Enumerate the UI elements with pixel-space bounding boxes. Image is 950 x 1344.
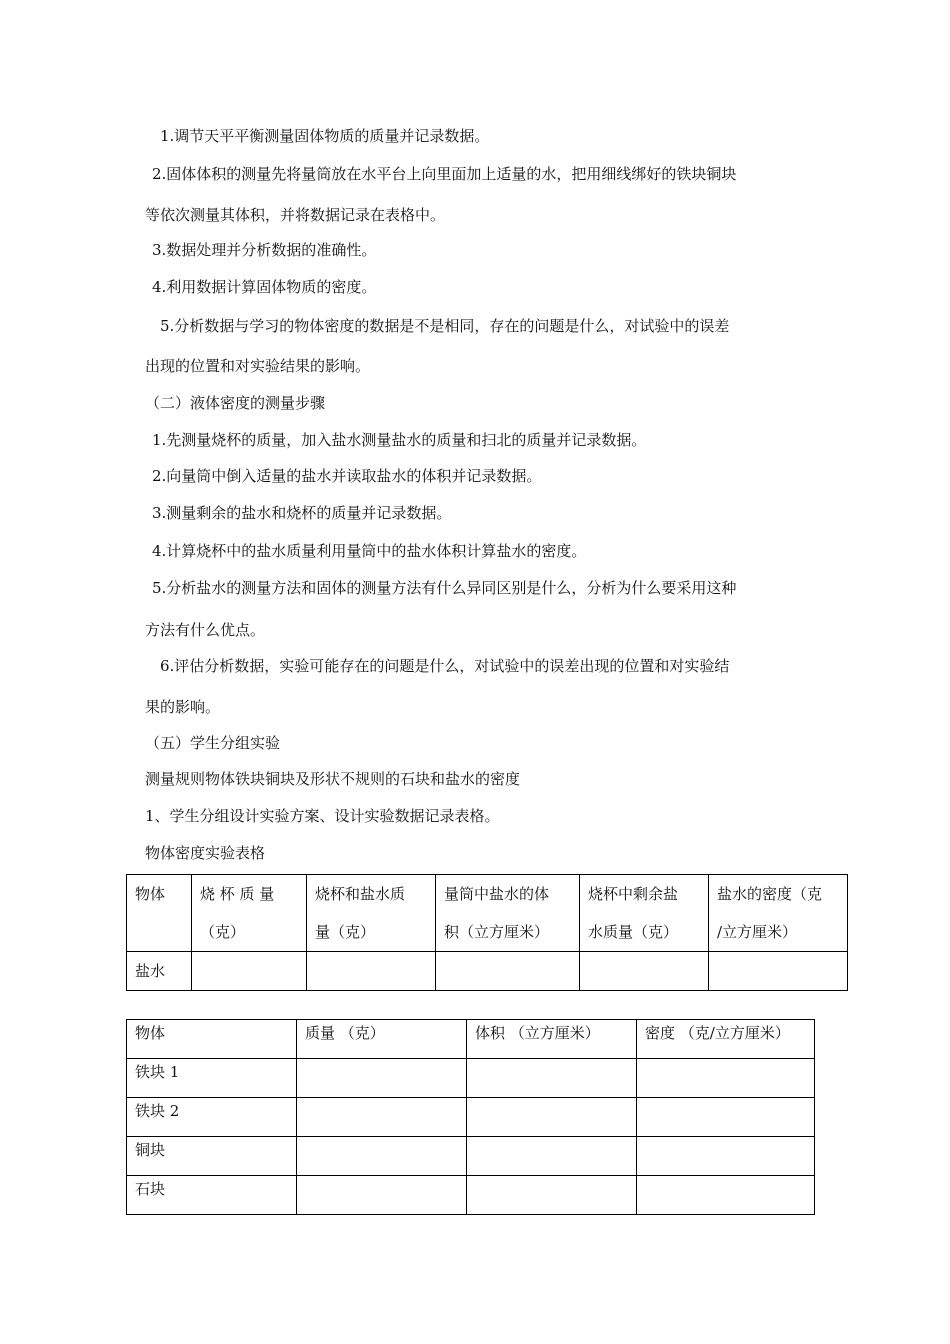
section-group-heading: （五）学生分组实验 [145, 734, 281, 752]
table-row [127, 1098, 815, 1137]
row-label: 铜块 [127, 1137, 297, 1176]
step-solid-4: 4.利用数据计算固体物质的密度。 [152, 278, 377, 296]
group-task-text: 测量规则物体铁块铜块及形状不规则的石块和盐水的密度 [145, 770, 521, 788]
table-cell [580, 952, 709, 991]
header-cell: 烧杯和盐水质 量（克） [307, 875, 436, 952]
row-label: 铁块 1 [127, 1059, 297, 1098]
step-liquid-3: 3.测量剩余的盐水和烧杯的质量并记录数据。 [152, 504, 452, 522]
step-liquid-5: 5.分析盐水的测量方法和固体的测量方法有什么异同区别是什么，分析为什么要采用这种 [152, 579, 737, 597]
step-liquid-6: 6.评估分析数据，实验可能存在的问题是什么，对试验中的误差出现的位置和对实验结 [160, 657, 730, 675]
step-solid-1: 1.调节天平平衡测量固体物质的质量并记录数据。 [160, 127, 490, 145]
table-cell [637, 1137, 815, 1176]
table-caption: 物体密度实验表格 [145, 844, 266, 862]
step-solid-3: 3.数据处理并分析数据的准确性。 [152, 241, 377, 259]
table-cell [467, 1176, 637, 1215]
step-liquid-6-cont: 果的影响。 [145, 698, 221, 716]
header-cell: 盐水的密度（克 /立方厘米） [709, 875, 848, 952]
header-cell: 物体 [127, 875, 192, 952]
header-cell: 量筒中盐水的体 积（立方厘米） [436, 875, 580, 952]
table-row [127, 1059, 815, 1098]
table-header-row [127, 1020, 815, 1059]
step-solid-5: 5.分析数据与学习的物体密度的数据是不是相同，存在的问题是什么，对试验中的误差 [160, 317, 730, 335]
table-cell [467, 1059, 637, 1098]
section-liquid-heading: （二）液体密度的测量步骤 [145, 394, 326, 412]
row-label: 石块 [127, 1176, 297, 1215]
table-cell [637, 1059, 815, 1098]
header-cell: 质量 （克） [297, 1020, 467, 1059]
table-cell [297, 1137, 467, 1176]
header-cell: 物体 [127, 1020, 297, 1059]
header-cell: 烧 杯 质 量 （克） [192, 875, 307, 952]
table-cell [467, 1098, 637, 1137]
table-header-row [127, 875, 848, 952]
group-step-1: 1、学生分组设计实验方案、设计实验数据记录表格。 [145, 807, 500, 825]
step-solid-5-cont: 出现的位置和对实验结果的影响。 [145, 357, 371, 375]
table-cell [297, 1176, 467, 1215]
step-liquid-1: 1.先测量烧杯的质量，加入盐水测量盐水的质量和扫北的质量并记录数据。 [152, 431, 647, 449]
header-cell: 体积 （立方厘米） [467, 1020, 637, 1059]
table-row [127, 1137, 815, 1176]
step-liquid-2: 2.向量筒中倒入适量的盐水并读取盐水的体积并记录数据。 [152, 467, 542, 485]
step-liquid-5-cont: 方法有什么优点。 [145, 621, 266, 639]
row-label: 铁块 2 [127, 1098, 297, 1137]
row-label: 盐水 [127, 952, 192, 991]
step-solid-2-cont: 等依次测量其体积，并将数据记录在表格中。 [145, 206, 446, 224]
step-solid-2: 2.固体体积的测量先将量筒放在水平台上向里面加上适量的水，把用细线绑好的铁块铜块 [152, 165, 737, 183]
table-cell [297, 1059, 467, 1098]
solid-density-table [126, 1019, 815, 1215]
table-cell [307, 952, 436, 991]
table-cell [297, 1098, 467, 1137]
table-row [127, 1176, 815, 1215]
table-cell [192, 952, 307, 991]
header-cell: 密度 （克/立方厘米） [637, 1020, 815, 1059]
table-row [127, 952, 848, 991]
header-cell: 烧杯中剩余盐 水质量（克） [580, 875, 709, 952]
saltwater-density-table [126, 874, 848, 991]
step-liquid-4: 4.计算烧杯中的盐水质量利用量筒中的盐水体积计算盐水的密度。 [152, 542, 587, 560]
table-cell [436, 952, 580, 991]
table-cell [709, 952, 848, 991]
table-cell [467, 1137, 637, 1176]
table-cell [637, 1176, 815, 1215]
table-cell [637, 1098, 815, 1137]
